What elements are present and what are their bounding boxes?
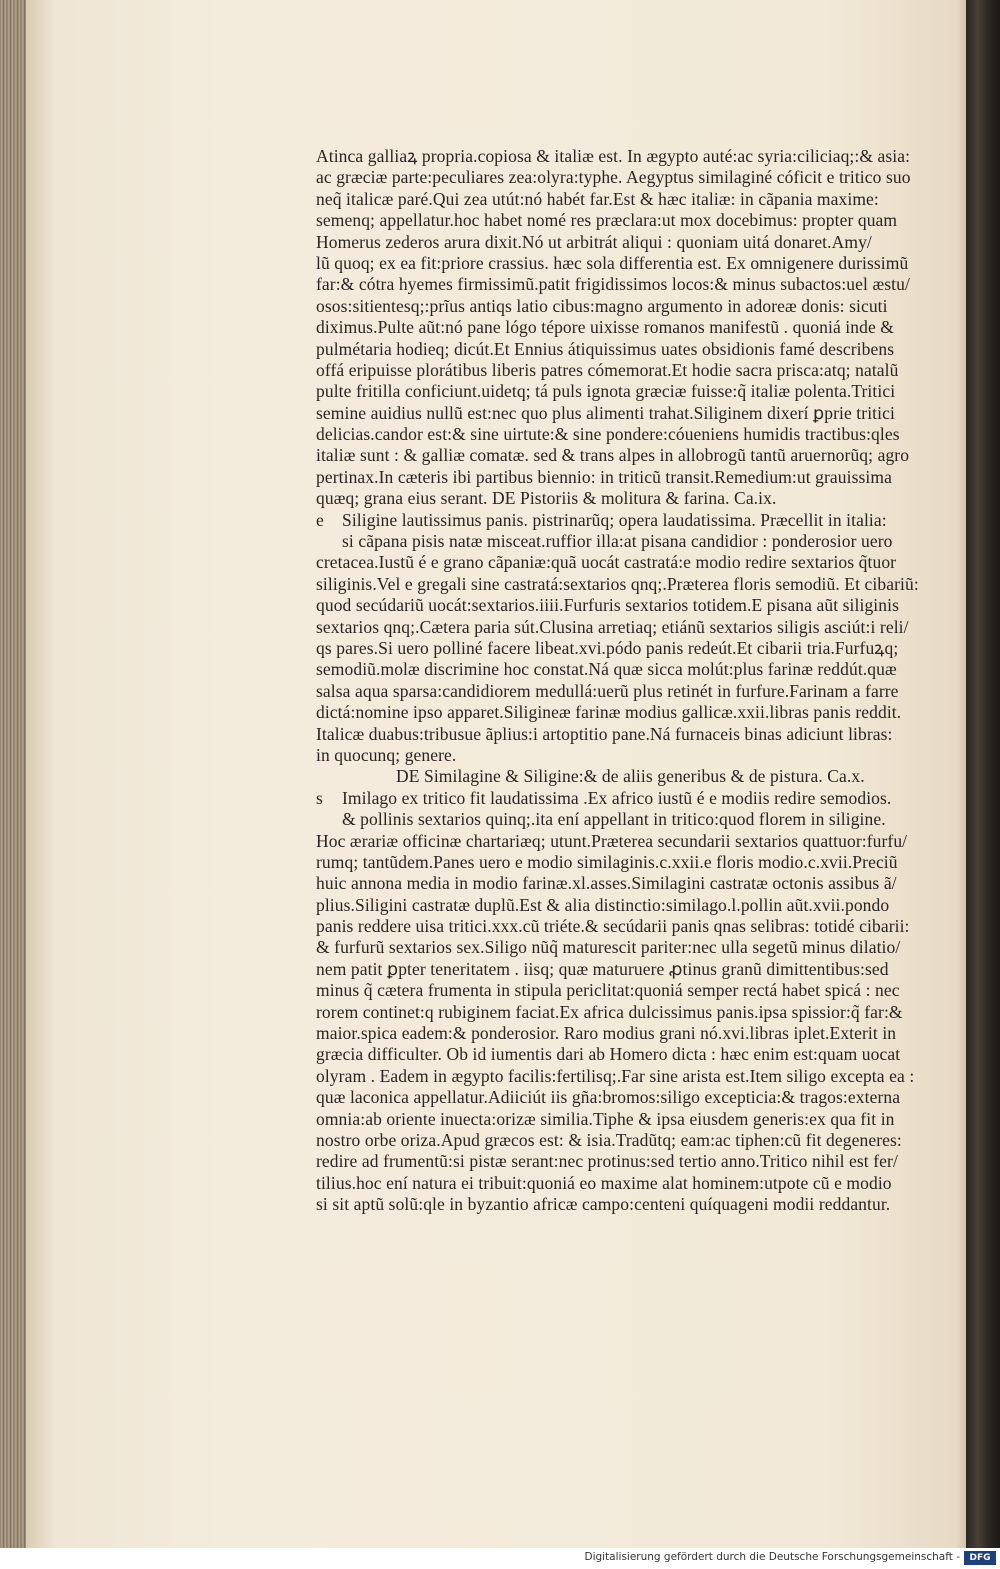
text-line: semine auidius nullũ est:nec quo plus alimenti trahat.Siliginem dixerí ꝑprie tritici — [316, 402, 895, 423]
text-line: omnia:ab oriente inuecta:orizæ similia.Tiphe & ipsa eiusdem generis:ex qua fit in — [316, 1108, 895, 1129]
text-line-with-marker — [316, 788, 920, 809]
text-line: dictá:nomine ipso apparet.Siligineæ farinæ modius gallicæ.xxii.libras panis reddit. — [316, 702, 902, 723]
text-line: semenq; appellatur.hoc habet nomé res præclara:ut mox docebimus: propter quam — [316, 210, 898, 231]
text-line: delicias.candor est:& sine uirtute:& sine pondere:cóueniens humidis tractibus:qles — [316, 424, 900, 445]
text-line: in quocunq; genere. — [316, 744, 457, 765]
text-line: italiæ sunt : & galliæ comatæ. sed & trans alpes in allobrogũ tantũ aruernorũq; agro — [316, 445, 910, 466]
text-line — [316, 1216, 920, 1237]
text-line: si sit aptũ solũ:qle in byzantio africæ campo:centeni quíquageni modii reddantur. — [316, 1194, 891, 1215]
text-line: Hoc ærariæ officinæ chartariæq; utunt.Præterea secundarii sextarios quattuor:furfu/ — [316, 830, 908, 851]
text-line: nem patit ꝑpter teneritatem . iisq; quæ maturuere ꝓtinus granũ dimittentibus:sed — [316, 958, 889, 979]
text-line: si cãpana pisis natæ misceat.ruffior illa:at pisana candidior : ponderosior uero — [342, 531, 893, 552]
text-line: nostro orbe oriza.Apud græcos est: & isia.Tradũtq; eam:ac tiphen:cũ fit degeneres: — [316, 1129, 902, 1150]
text-line: minus q̃ cætera frumenta in stipula periclitat:quoniá semper rectá habet spicá : nec — [316, 980, 900, 1001]
text-line: rumq; tantũdem.Panes uero e modio similaginis.c.xxii.e floris modio.c.xvii.Preciũ — [316, 851, 898, 872]
text-line: cretacea.Iustũ é e grano cãpaniæ:quã uocát castratá:e modio redire sextarios q̃tuor — [316, 552, 897, 573]
funding-credit: Digitalisierung gefördert durch die Deutsche Forschungsgemeinschaft - — [584, 1551, 960, 1563]
text-line: plius.Siligini castratæ duplũ.Est & alia distinctio:similago.l.pollin aũt.xvii.pondo — [316, 894, 890, 915]
text-line: pertinax.In cæteris ibi partibus biennio: in triticũ transit.Remedium:ut grauissima — [316, 466, 892, 487]
text-line: pulte fritilla conficiunt.uidetq; tá puls ignota græciæ fuisse:q̃ italiæ polenta.Tritici — [316, 381, 896, 402]
text-line: lũ quoq; ex ea fit:priore crassius. hæc sola differentia est. Ex omnigenere durissimũ — [316, 252, 909, 273]
text-line: far:& cótra hyemes firmissimũ.patit frigidissimos locos:& minus subactos:uel æstu/ — [316, 274, 910, 295]
margin-mark: e — [316, 509, 324, 530]
text-line: tilius.hoc ení natura ei tribuit:quoniá eo maxime alat hominem:utpote cũ e modio — [316, 1172, 892, 1193]
book-spine — [966, 0, 1000, 1548]
text-line: quod secúdariũ uocát:sextarios.iiii.Furfuris sextarios totidem.E pisana aũt siliginis — [316, 595, 899, 616]
text-line: quæ laconica appellatur.Adiiciút iis gña:bromos:siligo excepticia:& tragos:externa — [316, 1087, 901, 1108]
text-line: offá eripuisse plorátibus liberis patres cómemorat.Et hodie sacra prisca:atq; natalũ — [316, 359, 899, 380]
text-line: Imilago ex tritico fit laudatissima .Ex africo iustũ é e modiis redire semodios. — [342, 787, 892, 808]
text-line: Siligine lautissimus panis. pistrinarũq; opera laudatissima. Præcellit in italia: — [342, 509, 887, 530]
text-line: neq̃ italicæ paré.Qui zea utút:nó habét far.Est & hæc italiæ: in cãpania maxime: — [316, 188, 879, 209]
text-line-with-marker — [316, 510, 920, 531]
dfg-logo: DFG — [964, 1551, 996, 1565]
text-line: siliginis.Vel e gregali sine castratá:sextarios qnq;.Præterea floris semodiũ. Et cibariũ: — [316, 573, 919, 594]
footer-bar — [0, 1548, 1000, 1569]
text-line: panis reddere uisa tritici.xxx.cũ triéte.& secúdarii panis qnas selibras: totidé cibarii: — [316, 916, 910, 937]
margin-mark: s — [316, 787, 323, 808]
text-line: olyram . Eadem in ægypto facilis:fertilisq;.Far sine arista est.Item siligo excepta ea : — [316, 1065, 915, 1086]
text-line: semodiũ.molæ discrimine hoc constat.Ná quæ sicca molút:plus farinæ reddút.quæ — [316, 659, 897, 680]
text-line: maior.spica eadem:& ponderosior. Raro modius grani nó.xvi.libras iplet.Exterit in — [316, 1023, 897, 1044]
page-text — [316, 146, 920, 1237]
text-line: redire ad frumentũ:si pistæ serant:nec protinus:sed tertio anno.Tritico nihil est fer/ — [316, 1151, 898, 1172]
chapter-heading-line: quæq; grana eius serant. DE Pistoriis & molitura & farina. Ca.ix. — [316, 488, 777, 509]
text-line: ac græciæ parte:peculiares zea:olyra:typhe. Aegyptus similaginé cóficit e tritico suo — [316, 167, 911, 188]
text-line: huic annona media in modio farinæ.xl.asses.Similagini castratæ octonis assibus ã/ — [316, 873, 897, 894]
text-line: diximus.Pulte aũt:nó pane lógo tépore uixisse romanos manifestũ . quoniá inde & — [316, 317, 895, 338]
text-line: græcia difficulter. Ob id iumentis dari ab Homero dicta : hæc enim est:quam uocat — [316, 1044, 901, 1065]
text-line: Homerus zederos arura dixit.Nó ut arbitrát aliqui : quoniam uitá donaret.Amy/ — [316, 231, 872, 252]
text-line: pulmétaria hodieq; dicút.Et Ennius átiquissimus uates obsidionis famé describens — [316, 338, 895, 359]
text-line: Italicæ duabus:tribusue ãplius:i artoptitio pane.Ná furnaceis binas adiciunt libras: — [316, 723, 893, 744]
text-line: Atinca galliaꝝ propria.copiosa & italiæ est. In ægypto auté:ac syria:ciliciaq;:& asia: — [316, 146, 911, 166]
text-line: & pollinis sextarios quinq;.ita ení appellant in tritico:quod florem in siligine. — [342, 809, 886, 830]
book-page-edges — [0, 0, 26, 1548]
text-line: & furfurũ sextarios sex.Siligo nũq̃ maturescit pariter:nec ulla segetũ minus dilatio/ — [316, 937, 901, 958]
text-line: rorem continet:q rubiginem faciat.Ex africa dulcissimus panis.ipsa spissior:q̃ far:& — [316, 1001, 903, 1022]
text-line: salsa aqua sparsa:candidiorem medullá:uerũ plus retinét in furfure.Farinam a farre — [316, 680, 899, 701]
chapter-heading: DE Similagine & Siligine:& de aliis generibus & de pistura. Ca.x. — [396, 766, 865, 787]
text-line: osos:sitientesq;:prĩus antiqs latio cibus:magno argumento in adoreæ donis: sicuti — [316, 295, 888, 316]
text-line: sextarios qnq;.Cætera paria sút.Clusina arretiaq; etiánũ sextarios siligis asciút:i reli/ — [316, 616, 909, 637]
text-line: qs pares.Si uero polliné facere libeat.xvi.pódo panis redeút.Et cibarii tria.Furfuꝝq; — [316, 637, 899, 658]
